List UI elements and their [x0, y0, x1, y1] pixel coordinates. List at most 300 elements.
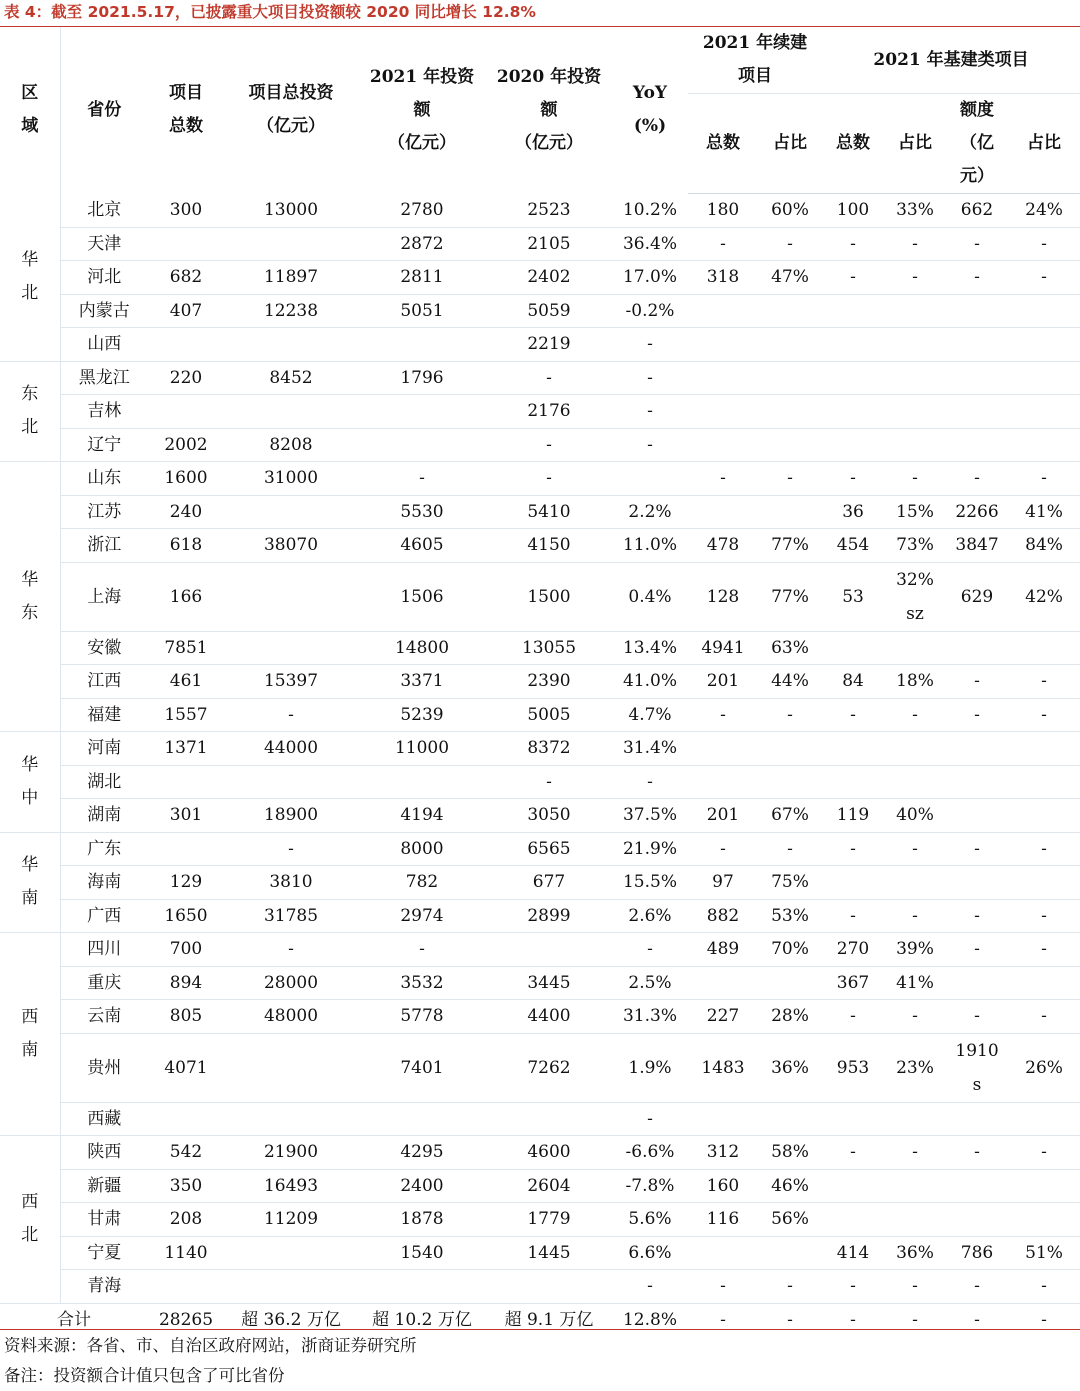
cell-project-total: 129 — [148, 866, 224, 900]
cell-infra-amount-share — [1008, 631, 1080, 665]
total-project-total: 28265 — [158, 1309, 214, 1330]
cell-infra-share: - — [884, 899, 946, 933]
cell-project-invest: 11897 — [224, 261, 358, 295]
cell-province: 湖北 — [60, 765, 148, 799]
cell-project-invest: 16493 — [224, 1169, 358, 1203]
cell-province: 重庆 — [60, 966, 148, 1000]
cell-continue-share: 67% — [758, 799, 822, 833]
region-cell: 东 北 — [0, 361, 60, 462]
cell-yoy: -6.6% — [612, 1136, 688, 1170]
cell-continue-total — [688, 428, 758, 462]
cell-yoy: 2.5% — [612, 966, 688, 1000]
cell-continue-share: 77% — [758, 562, 822, 631]
region-cell: 西 北 — [0, 1136, 60, 1304]
table-row — [0, 899, 1080, 933]
cell-infra-total: 953 — [822, 1033, 884, 1102]
cell-yoy: 10.2% — [612, 194, 688, 228]
cell-continue-total: 97 — [688, 866, 758, 900]
cell-infra-share: - — [884, 227, 946, 261]
cell-infra-amount-share — [1008, 866, 1080, 900]
total-project-invest: 超 36.2 万亿 — [241, 1309, 341, 1330]
table-row — [0, 698, 1080, 732]
cell-province: 河南 — [60, 732, 148, 766]
header-infra-amount-share: 占比 — [1008, 94, 1080, 194]
cell-infra-amount — [946, 428, 1008, 462]
table-row — [0, 1033, 1080, 1102]
cell-invest-2021: 4194 — [358, 799, 486, 833]
cell-continue-total: 1483 — [688, 1033, 758, 1102]
cell-invest-2021: 2780 — [358, 194, 486, 228]
cell-yoy: 15.5% — [612, 866, 688, 900]
cell-infra-amount: 786 — [946, 1236, 1008, 1270]
cell-invest-2021: 5530 — [358, 495, 486, 529]
cell-continue-total: 318 — [688, 261, 758, 295]
cell-infra-amount: - — [946, 832, 1008, 866]
cell-invest-2021: 1878 — [358, 1203, 486, 1237]
cell-infra-amount — [946, 294, 1008, 328]
cell-invest-2020: 2402 — [486, 261, 612, 295]
cell-invest-2021: 3532 — [358, 966, 486, 1000]
cell-invest-2021: 2400 — [358, 1169, 486, 1203]
cell-continue-total: 312 — [688, 1136, 758, 1170]
cell-invest-2021: 1506 — [358, 562, 486, 631]
cell-continue-total — [688, 328, 758, 362]
cell-infra-share: - — [884, 698, 946, 732]
cell-invest-2020: 8372 — [486, 732, 612, 766]
cell-project-total: 1650 — [148, 899, 224, 933]
cell-infra-amount: - — [946, 899, 1008, 933]
cell-invest-2021: 14800 — [358, 631, 486, 665]
table-row — [0, 765, 1080, 799]
cell-infra-total — [822, 361, 884, 395]
cell-infra-share — [884, 1102, 946, 1136]
cell-infra-share: 36% — [884, 1236, 946, 1270]
cell-continue-total: 180 — [688, 194, 758, 228]
total-invest-2020: 超 9.1 万亿 — [504, 1309, 594, 1330]
cell-invest-2020: - — [486, 765, 612, 799]
cell-province: 贵州 — [60, 1033, 148, 1102]
total-infra-total: - — [850, 1309, 856, 1330]
cell-continue-share — [758, 361, 822, 395]
cell-province: 山东 — [60, 462, 148, 496]
cell-invest-2021: 11000 — [358, 732, 486, 766]
cell-invest-2020: 2523 — [486, 194, 612, 228]
total-continue-total: - — [720, 1309, 726, 1330]
cell-project-total: 1557 — [148, 698, 224, 732]
cell-continue-total: 201 — [688, 799, 758, 833]
table-row — [0, 866, 1080, 900]
table-row — [0, 328, 1080, 362]
cell-continue-share: 36% — [758, 1033, 822, 1102]
cell-infra-share: - — [884, 1136, 946, 1170]
remark-note: 备注：投资额合计值只包含了可比省份 — [4, 1366, 285, 1385]
cell-yoy: 2.6% — [612, 899, 688, 933]
cell-province: 江西 — [60, 665, 148, 699]
cell-continue-share — [758, 1236, 822, 1270]
cell-yoy: - — [612, 933, 688, 967]
cell-project-total: 4071 — [148, 1033, 224, 1102]
cell-project-invest: 44000 — [224, 732, 358, 766]
cell-infra-amount-share: - — [1008, 933, 1080, 967]
cell-province: 陕西 — [60, 1136, 148, 1170]
cell-continue-share — [758, 1102, 822, 1136]
header-region: 区 域 — [0, 27, 60, 194]
cell-project-total — [148, 1270, 224, 1304]
cell-continue-total — [688, 495, 758, 529]
cell-infra-share: 33% — [884, 194, 946, 228]
cell-infra-share — [884, 1169, 946, 1203]
cell-continue-total — [688, 361, 758, 395]
cell-infra-amount-share: - — [1008, 227, 1080, 261]
header-project-invest: 项目总投资 （亿元） — [248, 83, 334, 137]
total-infra-amount-share: - — [1041, 1309, 1047, 1330]
cell-infra-amount — [946, 732, 1008, 766]
cell-continue-share: 77% — [758, 529, 822, 563]
table-row — [0, 529, 1080, 563]
cell-yoy: 11.0% — [612, 529, 688, 563]
table-row — [0, 1136, 1080, 1170]
cell-infra-amount-share: 24% — [1008, 194, 1080, 228]
cell-project-invest: 15397 — [224, 665, 358, 699]
cell-invest-2021 — [358, 1270, 486, 1304]
cell-invest-2021: 1540 — [358, 1236, 486, 1270]
cell-province: 上海 — [60, 562, 148, 631]
cell-invest-2021: - — [358, 462, 486, 496]
cell-continue-share: 63% — [758, 631, 822, 665]
cell-infra-amount: - — [946, 462, 1008, 496]
cell-invest-2021: 2811 — [358, 261, 486, 295]
cell-continue-share: - — [758, 462, 822, 496]
header-invest-2021: 2021 年投资 额 （亿元） — [369, 66, 475, 153]
total-infra-amount: - — [974, 1309, 980, 1330]
cell-invest-2020: 4150 — [486, 529, 612, 563]
cell-project-invest — [224, 562, 358, 631]
region-cell: 华 北 — [0, 194, 60, 362]
cell-infra-share: 18% — [884, 665, 946, 699]
header-continue-share: 占比 — [758, 94, 822, 194]
cell-project-total: 1371 — [148, 732, 224, 766]
cell-yoy: - — [612, 328, 688, 362]
cell-infra-total: - — [822, 462, 884, 496]
cell-infra-amount: - — [946, 261, 1008, 295]
cell-project-total: 682 — [148, 261, 224, 295]
cell-invest-2020: 2899 — [486, 899, 612, 933]
cell-infra-amount-share — [1008, 966, 1080, 1000]
cell-infra-amount: 1910 s — [946, 1033, 1008, 1102]
cell-province: 江苏 — [60, 495, 148, 529]
cell-project-invest — [224, 1270, 358, 1304]
cell-infra-total: - — [822, 1136, 884, 1170]
cell-invest-2020 — [486, 933, 612, 967]
cell-infra-amount — [946, 361, 1008, 395]
cell-yoy: 21.9% — [612, 832, 688, 866]
cell-yoy: 1.9% — [612, 1033, 688, 1102]
cell-province: 广西 — [60, 899, 148, 933]
cell-project-invest: 48000 — [224, 1000, 358, 1034]
cell-province: 内蒙古 — [60, 294, 148, 328]
cell-yoy: 0.4% — [612, 562, 688, 631]
cell-infra-share: - — [884, 462, 946, 496]
cell-project-total: 7851 — [148, 631, 224, 665]
cell-province: 四川 — [60, 933, 148, 967]
cell-infra-amount-share — [1008, 328, 1080, 362]
cell-project-total — [148, 328, 224, 362]
cell-infra-share — [884, 395, 946, 429]
cell-continue-total: 227 — [688, 1000, 758, 1034]
table-row — [0, 1270, 1080, 1304]
cell-infra-amount-share: - — [1008, 832, 1080, 866]
total-invest-2021: 超 10.2 万亿 — [372, 1309, 472, 1330]
cell-province: 天津 — [60, 227, 148, 261]
cell-invest-2020: - — [486, 361, 612, 395]
cell-infra-amount: - — [946, 1000, 1008, 1034]
cell-infra-share: 23% — [884, 1033, 946, 1102]
cell-infra-amount-share: 41% — [1008, 495, 1080, 529]
cell-infra-amount: - — [946, 665, 1008, 699]
cell-yoy: -0.2% — [612, 294, 688, 328]
cell-infra-share: 73% — [884, 529, 946, 563]
cell-project-invest: 38070 — [224, 529, 358, 563]
cell-project-invest — [224, 395, 358, 429]
cell-infra-amount: 3847 — [946, 529, 1008, 563]
cell-infra-share — [884, 294, 946, 328]
cell-province: 云南 — [60, 1000, 148, 1034]
region-cell: 华 东 — [0, 462, 60, 732]
table-row — [0, 428, 1080, 462]
cell-infra-share: 40% — [884, 799, 946, 833]
cell-infra-amount-share: - — [1008, 261, 1080, 295]
cell-infra-share — [884, 428, 946, 462]
cell-infra-share — [884, 361, 946, 395]
cell-project-total — [148, 1102, 224, 1136]
cell-invest-2020: 7262 — [486, 1033, 612, 1102]
cell-continue-share: - — [758, 832, 822, 866]
investment-table — [0, 27, 1080, 1336]
cell-yoy: 41.0% — [612, 665, 688, 699]
cell-infra-amount-share: - — [1008, 462, 1080, 496]
cell-infra-amount-share: - — [1008, 1270, 1080, 1304]
cell-infra-amount-share: - — [1008, 899, 1080, 933]
header-infra-total: 总数 — [822, 94, 884, 194]
cell-continue-share: 70% — [758, 933, 822, 967]
cell-project-invest: - — [224, 698, 358, 732]
region-cell: 华 中 — [0, 732, 60, 833]
cell-infra-total: 36 — [822, 495, 884, 529]
cell-invest-2021: 5051 — [358, 294, 486, 328]
cell-project-invest — [224, 328, 358, 362]
cell-project-invest: 31000 — [224, 462, 358, 496]
cell-continue-share: 47% — [758, 261, 822, 295]
table-row — [0, 227, 1080, 261]
cell-project-total — [148, 227, 224, 261]
cell-province: 甘肃 — [60, 1203, 148, 1237]
cell-continue-share — [758, 395, 822, 429]
cell-yoy: 37.5% — [612, 799, 688, 833]
cell-continue-share — [758, 294, 822, 328]
cell-continue-total: 478 — [688, 529, 758, 563]
cell-yoy: 13.4% — [612, 631, 688, 665]
table-row — [0, 1203, 1080, 1237]
cell-infra-amount-share — [1008, 1203, 1080, 1237]
cell-continue-total: 201 — [688, 665, 758, 699]
cell-continue-share — [758, 765, 822, 799]
cell-continue-total — [688, 294, 758, 328]
cell-infra-total: 53 — [822, 562, 884, 631]
cell-province: 青海 — [60, 1270, 148, 1304]
cell-infra-total: - — [822, 227, 884, 261]
cell-infra-amount-share — [1008, 799, 1080, 833]
cell-continue-share: 75% — [758, 866, 822, 900]
cell-yoy: 2.2% — [612, 495, 688, 529]
table-body — [0, 194, 1080, 1337]
cell-invest-2021 — [358, 428, 486, 462]
cell-invest-2021: 2974 — [358, 899, 486, 933]
cell-project-invest — [224, 765, 358, 799]
cell-province: 西藏 — [60, 1102, 148, 1136]
cell-project-invest: 8452 — [224, 361, 358, 395]
cell-infra-total: 367 — [822, 966, 884, 1000]
cell-infra-total: 100 — [822, 194, 884, 228]
cell-infra-total — [822, 732, 884, 766]
cell-infra-amount: 662 — [946, 194, 1008, 228]
cell-province: 北京 — [60, 194, 148, 228]
cell-yoy: -7.8% — [612, 1169, 688, 1203]
cell-continue-total: 882 — [688, 899, 758, 933]
table-row — [0, 395, 1080, 429]
cell-infra-amount: - — [946, 933, 1008, 967]
cell-continue-total: - — [688, 462, 758, 496]
cell-continue-share: 46% — [758, 1169, 822, 1203]
table-row — [0, 261, 1080, 295]
table-row — [0, 732, 1080, 766]
table-row — [0, 933, 1080, 967]
cell-infra-amount — [946, 631, 1008, 665]
header-infra-group: 2021 年基建类项目 — [822, 27, 1080, 94]
cell-project-invest — [224, 1102, 358, 1136]
cell-infra-amount-share — [1008, 395, 1080, 429]
cell-continue-total — [688, 765, 758, 799]
cell-project-total: 407 — [148, 294, 224, 328]
cell-yoy: 6.6% — [612, 1236, 688, 1270]
cell-invest-2020: 1445 — [486, 1236, 612, 1270]
cell-continue-share — [758, 428, 822, 462]
bottom-rule — [0, 1329, 1080, 1330]
cell-infra-total: - — [822, 899, 884, 933]
cell-invest-2021: 2872 — [358, 227, 486, 261]
table-row — [0, 194, 1080, 228]
cell-infra-amount — [946, 966, 1008, 1000]
cell-province: 黑龙江 — [60, 361, 148, 395]
table-row — [0, 562, 1080, 631]
header-yoy: YoY (%) — [632, 83, 668, 137]
cell-project-total — [148, 395, 224, 429]
cell-project-total: 894 — [148, 966, 224, 1000]
cell-continue-share: - — [758, 227, 822, 261]
cell-infra-share: 39% — [884, 933, 946, 967]
cell-infra-share — [884, 866, 946, 900]
cell-infra-total: 119 — [822, 799, 884, 833]
table-caption: 表 4：截至 2021.5.17，已披露重大项目投资额较 2020 同比增长 12.8% — [4, 3, 536, 21]
cell-continue-total: - — [688, 1270, 758, 1304]
cell-project-total: 618 — [148, 529, 224, 563]
table-row — [0, 1000, 1080, 1034]
cell-invest-2020: 13055 — [486, 631, 612, 665]
cell-infra-share: - — [884, 1000, 946, 1034]
table-row — [0, 665, 1080, 699]
cell-continue-share: 58% — [758, 1136, 822, 1170]
cell-invest-2021: 4295 — [358, 1136, 486, 1170]
cell-yoy: - — [612, 1102, 688, 1136]
cell-infra-amount-share — [1008, 294, 1080, 328]
cell-invest-2021: 5778 — [358, 1000, 486, 1034]
cell-continue-total: - — [688, 227, 758, 261]
cell-continue-share: - — [758, 1270, 822, 1304]
region-cell: 西 南 — [0, 933, 60, 1136]
header-infra-share: 占比 — [884, 94, 946, 194]
cell-province: 海南 — [60, 866, 148, 900]
cell-project-total: 1600 — [148, 462, 224, 496]
cell-province: 浙江 — [60, 529, 148, 563]
cell-yoy: - — [612, 395, 688, 429]
region-cell: 华 南 — [0, 832, 60, 933]
cell-infra-total — [822, 328, 884, 362]
header-project-total: 项目 总数 — [169, 83, 203, 137]
cell-continue-total: 489 — [688, 933, 758, 967]
cell-continue-share: 56% — [758, 1203, 822, 1237]
cell-invest-2020: 6565 — [486, 832, 612, 866]
cell-yoy: 31.4% — [612, 732, 688, 766]
cell-province: 安徽 — [60, 631, 148, 665]
cell-project-invest — [224, 1033, 358, 1102]
table-row — [0, 631, 1080, 665]
cell-continue-total — [688, 395, 758, 429]
cell-continue-share: 44% — [758, 665, 822, 699]
cell-infra-amount — [946, 328, 1008, 362]
cell-project-total — [148, 765, 224, 799]
cell-infra-amount-share: - — [1008, 665, 1080, 699]
header-continue-total: 总数 — [688, 94, 758, 194]
cell-invest-2020: 2176 — [486, 395, 612, 429]
cell-province: 吉林 — [60, 395, 148, 429]
cell-continue-total — [688, 966, 758, 1000]
cell-project-invest — [224, 631, 358, 665]
cell-project-invest — [224, 227, 358, 261]
cell-continue-share — [758, 732, 822, 766]
cell-infra-total — [822, 866, 884, 900]
cell-province: 广东 — [60, 832, 148, 866]
cell-infra-total — [822, 631, 884, 665]
cell-project-total: 166 — [148, 562, 224, 631]
cell-infra-amount-share: 84% — [1008, 529, 1080, 563]
table-row — [0, 1236, 1080, 1270]
cell-continue-total — [688, 732, 758, 766]
total-infra-share: - — [912, 1309, 918, 1330]
cell-infra-amount-share: 51% — [1008, 1236, 1080, 1270]
cell-infra-amount-share — [1008, 428, 1080, 462]
cell-project-invest — [224, 1236, 358, 1270]
cell-project-total: 805 — [148, 1000, 224, 1034]
cell-continue-share — [758, 966, 822, 1000]
cell-invest-2020: 5005 — [486, 698, 612, 732]
cell-continue-share: 53% — [758, 899, 822, 933]
cell-continue-total: - — [688, 832, 758, 866]
cell-infra-amount: - — [946, 227, 1008, 261]
cell-infra-total: - — [822, 698, 884, 732]
cell-invest-2020: 3445 — [486, 966, 612, 1000]
table-row — [0, 361, 1080, 395]
cell-continue-share: 60% — [758, 194, 822, 228]
header-invest-2020: 2020 年投资 额 （亿元） — [496, 66, 602, 153]
